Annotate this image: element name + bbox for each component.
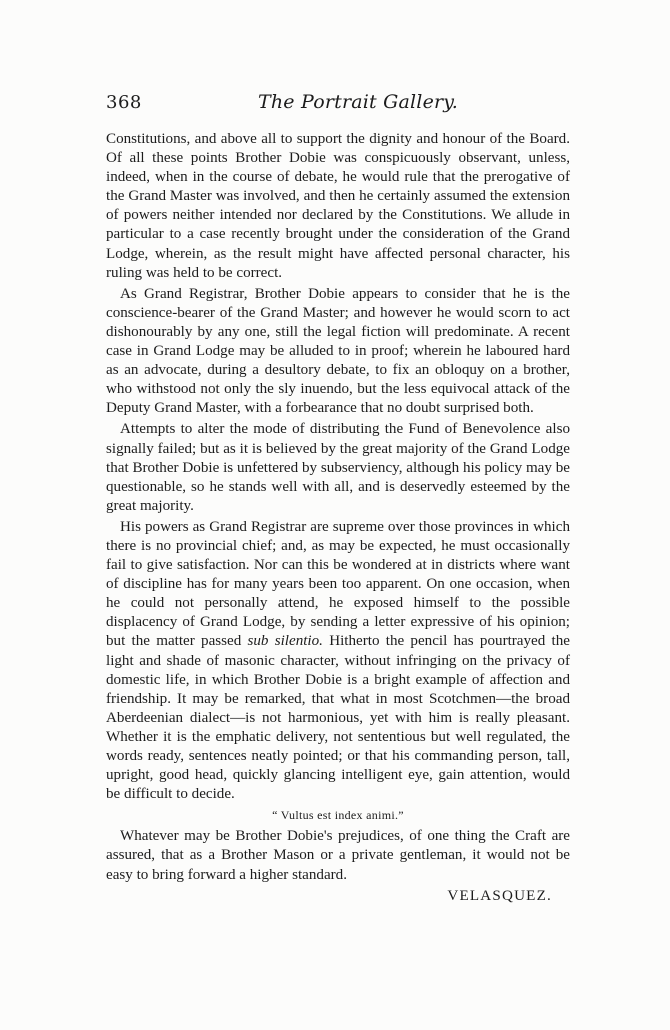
paragraph-2 (106, 285, 570, 419)
paragraph-4 (106, 518, 570, 804)
running-title: The Portrait Gallery. (258, 91, 458, 113)
author-signature: VELASQUEZ. (447, 887, 552, 904)
latin-quote: “ Vultus est index animi.” (272, 808, 404, 823)
paragraph-2-text: As Grand Registrar, Brother Dobie appears to consider that he is the conscience-bearer of the Grand Master; and however he would scorn to act dishonourably by any one, still the legal fiction will predominate. A recent case in Grand Lodge may be alluded to in proof; wherein he laboured hard as an advocate, during a desultory debate, to fix an obloquy on a brother, who withstood not only the sly inuendo, but the less equivocal attack of the Deputy Grand Master, with a forbearance that no doubt surprised both. (106, 285, 570, 417)
paragraph-3 (106, 420, 570, 515)
latin-phrase: sub silentio. (247, 633, 323, 650)
page-header (106, 92, 570, 118)
paragraph-1 (106, 130, 570, 283)
paragraph-4-text-a: His powers as Grand Registrar are supreme over those provinces in which there is no provincial chief; and, as may be expected, he must occasionally fail to give satisfaction. Nor can this be wondered at in districts where want of discipline has for many years been too apparent. On one occasion, when he could not personally attend, he exposed himself to the possible displacency of Grand Lodge, by sending a letter expressive of his opinion; but the matter passed (106, 518, 570, 650)
paragraph-1-text: Constitutions, and above all to support the dignity and honour of the Board. Of all these points Brother Dobie was conspicuously observant, unless, indeed, when in the course of debate, he would rule that the prerogative of the Grand Master was involved, and then he certainly assumed the extension of powers neither intended nor declared by the Constitutions. We allude in particular to a case recently brought under the consideration of the Grand Lodge, wherein, as the result might have affected personal character, his ruling was held to be correct. (106, 131, 570, 281)
paragraph-4-text-b: Hitherto the pencil has pourtrayed the light and shade of masonic character, without infringing on the privacy of domestic life, in which Brother Dobie is a bright example of affection and friendship. It may be remarked, that what in most Scotchmen—the broad Aberdeenian dialect—is not harmonious, yet with him is really pleasant. Whether it is the emphatic delivery, not sententious but well regulated, the words ready, sentences neatly pointed; or that his commanding person, tall, upright, good head, quickly glancing intelligent eye, gain attention, would be difficult to decide. (106, 633, 570, 803)
page-number: 368 (106, 92, 142, 113)
closing-paragraph: Whatever may be Brother Dobie's prejudices, of one thing the Craft are assured, that as a Brother Mason or a private gentleman, it would not be easy to bring forward a higher standard. (106, 828, 570, 883)
body-text (106, 130, 570, 906)
paragraph-3-text: Attempts to alter the mode of distributing the Fund of Benevolence also signally failed; but as it is believed by the great majority of the Grand Lodge that Brother Dobie is unfettered by subserviency, although his policy may be questionable, so he stands well with all, and is deservedly esteemed by the great majority. (106, 421, 570, 514)
